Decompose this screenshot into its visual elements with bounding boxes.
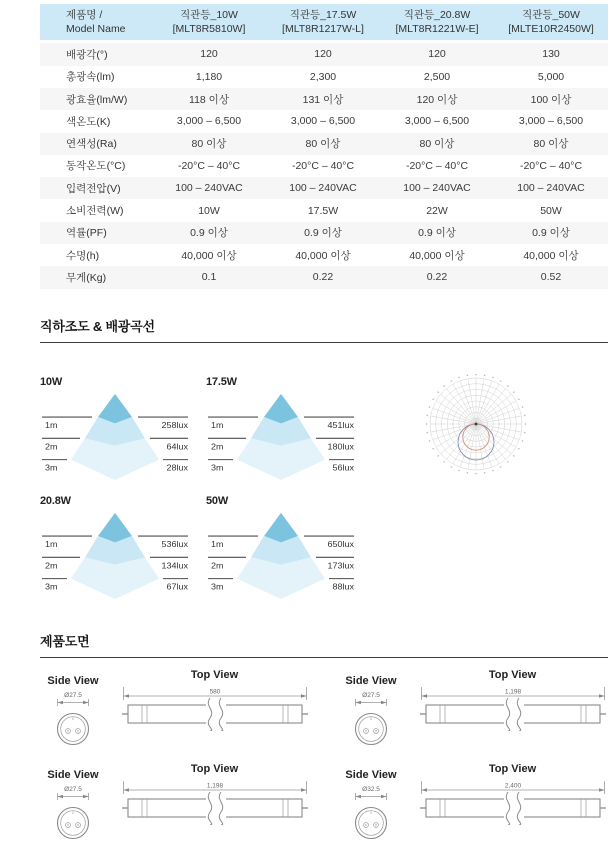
spec-cell: 120 bbox=[428, 48, 446, 61]
spec-cell: 50W bbox=[540, 204, 562, 217]
top-view-label: Top View bbox=[190, 668, 239, 681]
top-view-col bbox=[417, 763, 608, 825]
top-view-col bbox=[119, 669, 310, 731]
spec-row bbox=[40, 266, 608, 288]
diameter-dimension: Ø32.5 bbox=[362, 785, 380, 793]
spec-row bbox=[40, 88, 608, 110]
cone-block-50w bbox=[206, 495, 356, 604]
spec-cell: 131 이상 bbox=[302, 93, 344, 106]
spec-row-label: 동작온도(°C) bbox=[66, 160, 126, 173]
spec-cell: 5,000 bbox=[537, 70, 565, 83]
side-view-drawing bbox=[349, 783, 393, 845]
spec-cell: 0.9 이상 bbox=[190, 227, 228, 240]
lux-value: 536lux bbox=[161, 539, 188, 549]
spec-cell: 2,500 bbox=[423, 70, 451, 83]
side-view-label: Side View bbox=[345, 768, 397, 781]
diameter-dimension: Ø27.5 bbox=[362, 691, 380, 699]
top-view-label: Top View bbox=[488, 668, 537, 681]
drawing-block-1198-b bbox=[40, 763, 310, 845]
spec-cell: 0.22 bbox=[312, 271, 334, 284]
model-name: 직관등_50W bbox=[522, 9, 580, 21]
spec-cell: 3,000 – 6,500 bbox=[176, 115, 242, 128]
distance-label: 3m bbox=[211, 581, 224, 592]
spec-row-label: 총광속(lm) bbox=[66, 71, 115, 84]
spec-row bbox=[40, 244, 608, 266]
spec-cell: 100 – 240VAC bbox=[289, 182, 357, 195]
side-view-label: Side View bbox=[47, 768, 99, 781]
spec-header-col-50w bbox=[494, 4, 608, 43]
spec-cell: 40,000 이상 bbox=[295, 249, 351, 262]
cone-diagram-17-5w bbox=[206, 392, 356, 480]
spec-row-label: 색온도(K) bbox=[66, 115, 111, 128]
distance-label: 1m bbox=[211, 420, 224, 430]
cone-grid bbox=[40, 376, 356, 604]
spec-cell: 0.1 bbox=[201, 271, 217, 284]
spec-header-col-20-8w bbox=[380, 4, 494, 43]
spec-cell: 130 bbox=[542, 48, 560, 61]
length-dimension: 2,400 bbox=[504, 782, 521, 790]
lux-value: 28lux bbox=[166, 462, 188, 473]
drawings-section-title: 제품도면 bbox=[40, 631, 608, 658]
lux-value: 134lux bbox=[161, 560, 188, 570]
drawings-grid bbox=[40, 669, 608, 845]
spec-cell: 100 – 240VAC bbox=[403, 182, 471, 195]
spec-row-label: 연색성(Ra) bbox=[66, 138, 117, 151]
polar-chart-wrap bbox=[408, 372, 544, 604]
length-dimension: 1,198 bbox=[504, 688, 521, 696]
side-view-col bbox=[338, 669, 404, 751]
side-view-drawing bbox=[349, 689, 393, 751]
model-name: 직관등_10W bbox=[180, 9, 238, 21]
spec-cell: 22W bbox=[426, 204, 448, 217]
spec-cell: 0.22 bbox=[426, 271, 448, 284]
spec-row bbox=[40, 177, 608, 199]
cone-diagram-50w bbox=[206, 511, 356, 599]
lux-value: 64lux bbox=[166, 441, 188, 451]
spec-row-label: 수명(h) bbox=[66, 249, 100, 262]
spec-cell: 100 – 240VAC bbox=[517, 182, 585, 195]
top-view-label: Top View bbox=[190, 762, 239, 775]
cone-block-20-8w bbox=[40, 495, 190, 604]
spec-cell: -20°C – 40°C bbox=[291, 159, 355, 172]
model-name: 직관등_17.5W bbox=[289, 9, 357, 21]
lux-value: 258lux bbox=[161, 420, 188, 430]
spec-cell: 17.5W bbox=[307, 204, 339, 217]
spec-cell: 120 이상 bbox=[416, 93, 458, 106]
spec-row-label: 입력전압(V) bbox=[66, 182, 121, 195]
illuminance-section-title: 직하조도 & 배광곡선 bbox=[40, 316, 608, 343]
spec-cell: -20°C – 40°C bbox=[519, 159, 583, 172]
tube-drawing bbox=[120, 685, 310, 731]
spec-header-col-10w bbox=[152, 4, 266, 43]
spec-cell: 40,000 이상 bbox=[409, 249, 465, 262]
side-view-drawing bbox=[51, 783, 95, 845]
cone-wattage-label: 10W bbox=[40, 375, 63, 388]
spec-cell: 40,000 이상 bbox=[181, 249, 237, 262]
distance-label: 2m bbox=[211, 560, 224, 570]
spec-header-row bbox=[40, 4, 608, 43]
side-view-col bbox=[40, 669, 106, 751]
spec-table bbox=[40, 4, 608, 289]
length-dimension: 1,198 bbox=[206, 782, 223, 790]
model-name: 직관등_20.8W bbox=[403, 9, 471, 21]
cone-diagram-10w bbox=[40, 392, 190, 480]
spec-header-label bbox=[40, 4, 152, 43]
polar-chart bbox=[408, 372, 544, 480]
model-code: [MLT8R5810W] bbox=[172, 23, 246, 36]
spec-row-label: 무게(Kg) bbox=[66, 271, 107, 284]
side-view-col bbox=[338, 763, 404, 845]
spec-header-col-17-5w bbox=[266, 4, 380, 43]
length-dimension: 580 bbox=[209, 688, 220, 696]
distance-label: 3m bbox=[211, 462, 224, 473]
spec-header-label-line1: 제품명 / bbox=[66, 9, 103, 21]
spec-cell: 40,000 이상 bbox=[523, 249, 579, 262]
lux-value: 173lux bbox=[327, 560, 354, 570]
spec-cell: 1,180 bbox=[195, 70, 223, 83]
drawing-block-1198-a bbox=[338, 669, 608, 751]
spec-row bbox=[40, 133, 608, 155]
side-view-label: Side View bbox=[345, 674, 397, 687]
spec-cell: 2,300 bbox=[309, 70, 337, 83]
spec-cell: 0.9 이상 bbox=[304, 227, 342, 240]
model-code: [MLT8R1221W-E] bbox=[395, 23, 479, 36]
distance-label: 3m bbox=[45, 462, 58, 473]
side-view-label: Side View bbox=[47, 674, 99, 687]
spec-cell: 120 bbox=[200, 48, 218, 61]
diameter-dimension: Ø27.5 bbox=[64, 691, 82, 699]
distance-label: 1m bbox=[45, 539, 58, 549]
spec-cell: -20°C – 40°C bbox=[405, 159, 469, 172]
lux-value: 88lux bbox=[332, 581, 354, 592]
cone-wattage-label: 17.5W bbox=[206, 375, 237, 388]
spec-cell: 100 – 240VAC bbox=[175, 182, 243, 195]
spec-row bbox=[40, 66, 608, 88]
cone-block-17-5w bbox=[206, 376, 356, 485]
spec-table-body bbox=[40, 43, 608, 288]
top-view-label: Top View bbox=[488, 762, 537, 775]
diameter-dimension: Ø27.5 bbox=[64, 785, 82, 793]
spec-row bbox=[40, 155, 608, 177]
spec-cell: 0.9 이상 bbox=[532, 227, 570, 240]
spec-cell: 118 이상 bbox=[189, 93, 229, 106]
drawing-block-2400 bbox=[338, 763, 608, 845]
spec-row-label: 소비전력(W) bbox=[66, 205, 124, 218]
spec-cell: 10W bbox=[198, 204, 220, 217]
side-view-col bbox=[40, 763, 106, 845]
spec-cell: 0.9 이상 bbox=[418, 227, 456, 240]
lux-value: 67lux bbox=[166, 581, 188, 592]
cone-wattage-label: 20.8W bbox=[40, 494, 71, 507]
spec-cell: -20°C – 40°C bbox=[177, 159, 241, 172]
spec-cell: 80 이상 bbox=[305, 138, 341, 151]
top-view-col bbox=[417, 669, 608, 731]
spec-cell: 120 bbox=[314, 48, 332, 61]
spec-row bbox=[40, 43, 608, 65]
spec-cell: 100 이상 bbox=[530, 93, 572, 106]
spec-row bbox=[40, 199, 608, 221]
side-view-drawing bbox=[51, 689, 95, 751]
lux-value: 451lux bbox=[327, 420, 354, 430]
spec-cell: 80 이상 bbox=[419, 138, 455, 151]
distance-label: 2m bbox=[45, 560, 58, 570]
spec-row bbox=[40, 110, 608, 132]
distance-label: 2m bbox=[45, 441, 58, 451]
illuminance-area bbox=[40, 376, 608, 604]
tube-drawing bbox=[418, 685, 608, 731]
cone-wattage-label: 50W bbox=[206, 494, 229, 507]
lux-value: 180lux bbox=[327, 441, 354, 451]
drawing-block-580 bbox=[40, 669, 310, 751]
spec-row-label: 광효율(lm/W) bbox=[66, 93, 128, 106]
lux-value: 56lux bbox=[332, 462, 354, 473]
model-code: [MLTE10R2450W] bbox=[508, 23, 594, 36]
distance-label: 1m bbox=[45, 420, 58, 430]
distance-label: 1m bbox=[211, 539, 224, 549]
spec-cell: 3,000 – 6,500 bbox=[404, 115, 470, 128]
cone-block-10w bbox=[40, 376, 190, 485]
spec-row-label: 역률(PF) bbox=[66, 227, 107, 240]
spec-cell: 80 이상 bbox=[533, 138, 569, 151]
spec-row-label: 배광각(°) bbox=[66, 48, 108, 61]
lux-value: 650lux bbox=[327, 539, 354, 549]
spec-header-label-line2: Model Name bbox=[66, 23, 126, 36]
top-view-col bbox=[119, 763, 310, 825]
distance-label: 2m bbox=[211, 441, 224, 451]
model-code: [MLT8R1217W-L] bbox=[282, 23, 364, 36]
spec-cell: 80 이상 bbox=[191, 138, 227, 151]
cone-diagram-20-8w bbox=[40, 511, 190, 599]
distance-label: 3m bbox=[45, 581, 58, 592]
spec-row bbox=[40, 222, 608, 244]
spec-cell: 3,000 – 6,500 bbox=[290, 115, 356, 128]
spec-cell: 3,000 – 6,500 bbox=[518, 115, 584, 128]
spec-cell: 0.52 bbox=[540, 271, 562, 284]
